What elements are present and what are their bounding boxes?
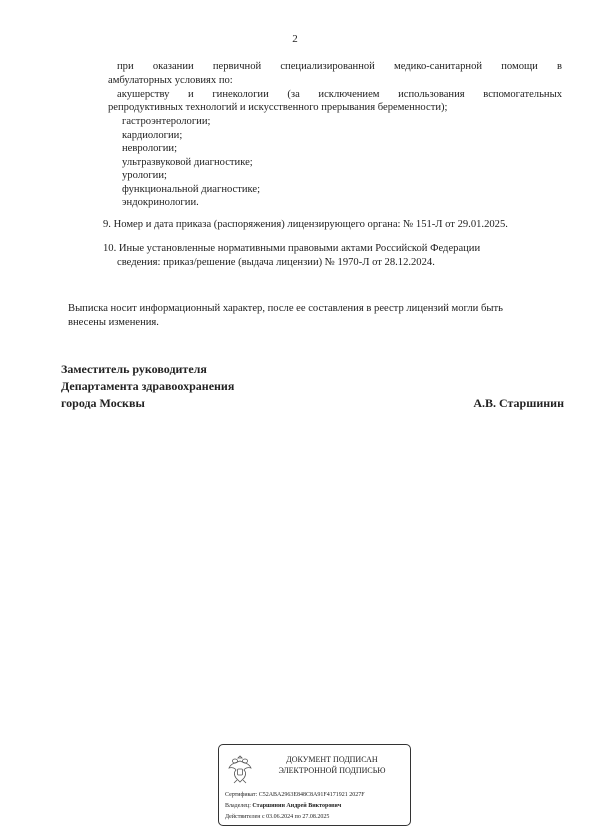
page-number: 2 [292,33,298,45]
section8-item1-line1: акушерству и гинекологии (за исключением использования вспомогательных [117,89,562,100]
electronic-signature-stamp [218,744,411,826]
section8-item1-line2: репродуктивных технологий и искусственного прерывания беременности); [108,102,448,113]
list-item: ультразвуковой диагностике; [122,157,253,168]
list-item: кардиологии; [122,130,183,141]
item-9: 9. Номер и дата приказа (распоряжения) лицензирующего органа: № 151-Л от 29.01.2025. [103,219,508,230]
signatory-name: А.В. Старшинин [473,396,564,410]
list-item: функциональной диагностике; [122,184,261,195]
stamp-validity: Действителен с 03.06.2024 по 27.08.2025 [225,814,330,820]
stamp-certificate: Сертификат: C52ABA2963E848C8A91F4171921 2027F [225,792,365,798]
stamp-title [259,755,405,776]
signatory-position-line1: Заместитель руководителя [61,362,207,376]
signatory-position-line3: города Москвы [61,396,145,410]
stamp-title-line2: ЭЛЕКТРОННОЙ ПОДПИСЬЮ [278,765,386,775]
item-10-line1: 10. Иные установленные нормативными правовыми актами Российской Федерации [103,243,481,254]
item-10-line2: сведения: приказ/решение (выдача лицензии) № 1970-Л от 28.12.2024. [117,257,435,268]
list-item: гастроэнтерологии; [122,116,211,127]
list-item: эндокринологии. [122,197,199,208]
section8-intro-line1: при оказании первичной специализированной медико-санитарной помощи в [117,61,562,72]
coat-of-arms-icon [227,753,253,785]
note-line1: Выписка носит информационный характер, после ее составления в реестр лицензий могли быть [68,303,503,314]
section8-intro-line2: амбулаторных условиях по: [108,75,233,86]
stamp-owner: Владелец: Старшинин Андрей Викторович [225,803,342,809]
list-item: неврологии; [122,143,178,154]
note-line2: внесены изменения. [68,317,159,328]
list-item: урологии; [122,170,167,181]
signatory-position-line2: Департамента здравоохранения [61,379,235,393]
stamp-title-line1: ДОКУМЕНТ ПОДПИСАН [286,755,378,764]
